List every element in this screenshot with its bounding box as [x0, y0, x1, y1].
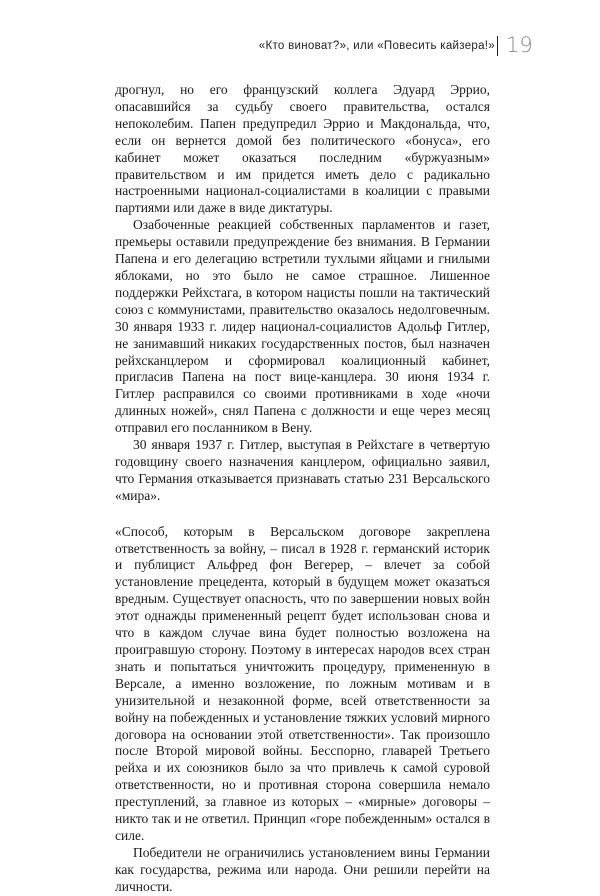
running-header: «Кто виноват?», или «Повесить кайзера!» — [258, 40, 495, 52]
header-divider — [497, 36, 498, 56]
paragraph: Победители не ограничились установлением вины Германии как государства, режима или народа. Они решили перейти на личности. — [115, 844, 490, 894]
body-text — [115, 82, 490, 896]
page-number: 19 — [506, 33, 533, 57]
paragraph: 30 января 1937 г. Гитлер, выступая в Рейхстаге в четвертую годовщину своего назначения канцлером, официально заявил, что Германия отказывается признавать статью 231 Версальского «мира». — [115, 437, 490, 503]
quotation-paragraph: «Способ, которым в Версальском договоре закреплена ответственность за войну, – писал в 1928 г. германский историк и публицист Альфред фон Вегерер, – влечет за собой установление прецедента, который в будущем может оказаться вредным. Существует опасность, что по завершении новых войн этот однажды примененный рецепт будет использован снова и что в каждом случае вина будет полностью возложена на проигравшую сторону. Поэтому в интересах народов всех стран знать и попытаться уничтожить процедуру, примененную в Версале, а именно возложение, по ложным мотивам и в унизительной и незаконной форме, всей ответственности за войну на побежденных и установление тяжких условий мирного договора на основании этой ответственности». Так произошло после Второй мировой войны. Бесспорно, главарей Третьего рейха и их союзников было за что привлечь к самой суровой ответственности, но и противная сторона совершила немало преступлений, за главное из которых – «мирные» договоры – никто так и не ответил. Принцип «горе побежденным» остался в силе. — [115, 523, 490, 843]
paragraph-continued: дрогнул, но его французский коллега Эдуард Эррио, опасавшийся за судьбу своего правительства, остался непоколебим. Папен предупредил Эррио и Макдональда, что, если он вернется домой без политического «бонуса», его кабинет может оказаться последним «буржуазным» правительством и им придется иметь дело с радикально настроенными национал-социалистами в коалиции с правыми партиями или даже в виде диктатуры. — [115, 82, 490, 216]
paragraph: Озабоченные реакцией собственных парламентов и газет, премьеры оставили предупреждение без внимания. В Германии Папена и его делегацию встретили тухлыми яйцами и гнилыми яблоками, но это было не самое страшное. Лишенное поддержки Рейхстага, в котором нацисты пошли на тактический союз с коммунистами, правительство оказалось недолговечным. 30 января 1933 г. лидер национал-социалистов Адольф Гитлер, не занимавший никаких государственных постов, был назначен рейхсканцлером и сформировал коалиционный кабинет, пригласив Папена на пост вице-канцлера. 30 июня 1934 г. Гитлер расправился со своими противниками в ходе «ночи длинных ножей», снял Папена с должности и еще через месяц отправил его посланником в Вену. — [115, 217, 490, 436]
